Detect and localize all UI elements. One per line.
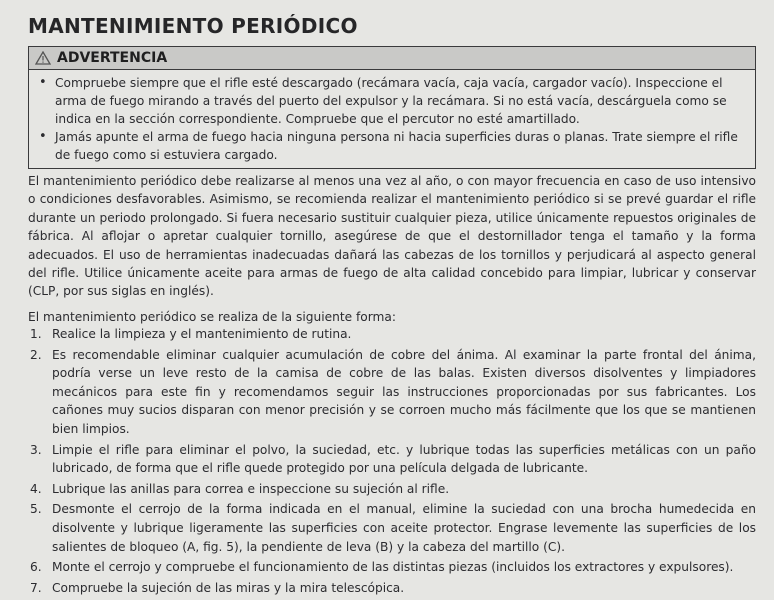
- step-number: 3.: [30, 442, 42, 457]
- step-item: [28, 558, 756, 577]
- step-item: [28, 325, 756, 344]
- warning-triangle-icon: [35, 51, 51, 65]
- step-number: 7.: [30, 580, 42, 595]
- step-text: Lubrique las anillas para correa e inspeccione su sujeción al rifle.: [52, 481, 450, 496]
- step-text: Limpie el rifle para eliminar el polvo, la suciedad, etc. y lubrique todas las superficies metálicas con un paño lubricado, de forma que el rifle quede protegido por una película delgada de lubricante.: [52, 442, 756, 476]
- maintenance-paragraph: El mantenimiento periódico debe realizarse al menos una vez al año, o con mayor frecuencia en caso de uso intensivo o condiciones desfavorables. Asimismo, se recomienda realizar el mantenimiento periódico si se prevé guardar el rifle durante un periodo prolongado. Si fuera necesario sustituir cualquier pieza, utilice únicamente repuestos originales de fábrica. Al aflojar o apretar cualquier tornillo, asegúrese de que el destornillador tenga el tamaño y la forma adecuados. El uso de herramientas inadecuadas dañará las cabezas de los tornillos y perjudicará al aspecto general del rifle. Utilice únicamente aceite para armas de fuego de alta calidad concebido para limpiar, lubricar y conservar (CLP, por sus siglas en inglés).: [28, 174, 756, 299]
- warning-header: [29, 47, 755, 70]
- step-item: [28, 579, 756, 598]
- step-number: 6.: [30, 560, 42, 575]
- step-item: [28, 441, 756, 478]
- step-text: Compruebe la sujeción de las miras y la mira telescópica.: [52, 580, 405, 595]
- step-text: Desmonte el cerrojo de la forma indicada en el manual, elimine la suciedad con una brocha humedecida en disolvente y lubrique ligeramente las superficies con aceite protector. Engrase levemente las superficies de los salientes de bloqueo (A, fig. 5), la pendiente de leva (B) y la cabeza del martillo (C).: [52, 502, 756, 554]
- warning-title: ADVERTENCIA: [57, 50, 168, 66]
- step-text: Es recomendable eliminar cualquier acumulación de cobre del ánima. Al examinar la parte frontal del ánima, podría verse un leve resto de la camisa de cobre de las balas. Existen diversos disolventes y limpiadores mecánicos para este fin y recomendamos seguir las instrucciones proporcionadas por sus fabricantes. Los cañones muy sucios disparan con menor precisión y se corroen mucho más fácilmente que los que se mantienen bien limpios.: [52, 347, 756, 436]
- steps-list: [28, 325, 756, 599]
- warning-item: • Jamás apunte el arma de fuego hacia ninguna persona ni hacia superficies duras o planas. Trate siempre el rifle de fuego como si estuviera cargado.: [37, 128, 745, 164]
- step-item: [28, 500, 756, 556]
- step-text: Monte el cerrojo y compruebe el funcionamiento de las distintas piezas (incluidos los extractores y expulsores).: [52, 560, 734, 575]
- warning-box: [28, 46, 756, 169]
- steps-intro: El mantenimiento periódico se realiza de la siguiente forma:: [28, 310, 396, 324]
- step-item: [28, 480, 756, 499]
- step-number: 4.: [30, 481, 42, 496]
- step-number: 5.: [30, 502, 42, 517]
- warning-list: [29, 70, 755, 168]
- step-text: Realice la limpieza y el mantenimiento de rutina.: [52, 327, 352, 341]
- section-title: MANTENIMIENTO PERIÓDICO: [28, 14, 358, 38]
- step-number: 1.: [30, 327, 42, 341]
- step-item: [28, 346, 756, 439]
- warning-item: • Compruebe siempre que el rifle esté descargado (recámara vacía, caja vacía, cargador vacío). Inspeccione el arma de fuego mirando a través del puerto del expulsor y la recámara. Si no está vacía, descárguela como se indica en la sección correspondiente. Compruebe que el percutor no esté amartillado.: [37, 74, 745, 128]
- step-number: 2.: [30, 347, 42, 362]
